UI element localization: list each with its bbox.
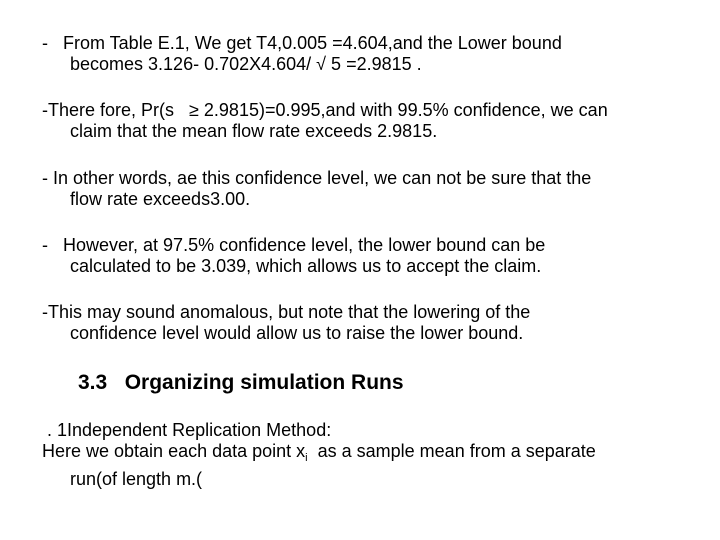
paragraph-anomalous bbox=[42, 302, 702, 344]
paragraph-line: -There fore, Pr(s ≥ 2.9815)=0.995,and with 99.5% confidence, we can bbox=[42, 100, 608, 120]
subscript-i: i bbox=[305, 452, 308, 464]
paragraph-line: claim that the mean flow rate exceeds 2.9815. bbox=[70, 121, 438, 141]
paragraph-line: -This may sound anomalous, but note that the lowering of the bbox=[42, 302, 531, 322]
paragraph-line: - From Table E.1, We get T4,0.005 =4.604,and the Lower bound bbox=[42, 33, 562, 53]
paragraph-other-words bbox=[42, 168, 702, 210]
method-continuation: run(of length m.( bbox=[70, 469, 203, 489]
paragraph-replication-method bbox=[42, 420, 702, 490]
method-text-before: Here we obtain each data point x bbox=[42, 441, 306, 461]
paragraph-line: calculated to be 3.039, which allows us to accept the claim. bbox=[70, 256, 542, 276]
paragraph-confidence-claim bbox=[42, 100, 702, 142]
paragraph-line: - In other words, ae this confidence level, we can not be sure that the bbox=[42, 168, 592, 188]
paragraph-line: - However, at 97.5% confidence level, the lower bound can be bbox=[42, 235, 546, 255]
paragraph-lower-bound bbox=[42, 235, 702, 277]
section-heading: 3.3 Organizing simulation Runs bbox=[78, 371, 404, 394]
paragraph-line: becomes 3.126- 0.702X4.604/ √ 5 =2.9815 . bbox=[70, 54, 422, 74]
paragraph-table-lookup bbox=[42, 33, 702, 75]
method-text-after: as a sample mean from a separate bbox=[307, 441, 596, 461]
paragraph-line: flow rate exceeds3.00. bbox=[70, 189, 251, 209]
method-title: . 1Independent Replication Method: bbox=[42, 420, 332, 440]
method-description bbox=[42, 441, 702, 469]
paragraph-line: confidence level would allow us to raise the lower bound. bbox=[70, 323, 524, 343]
